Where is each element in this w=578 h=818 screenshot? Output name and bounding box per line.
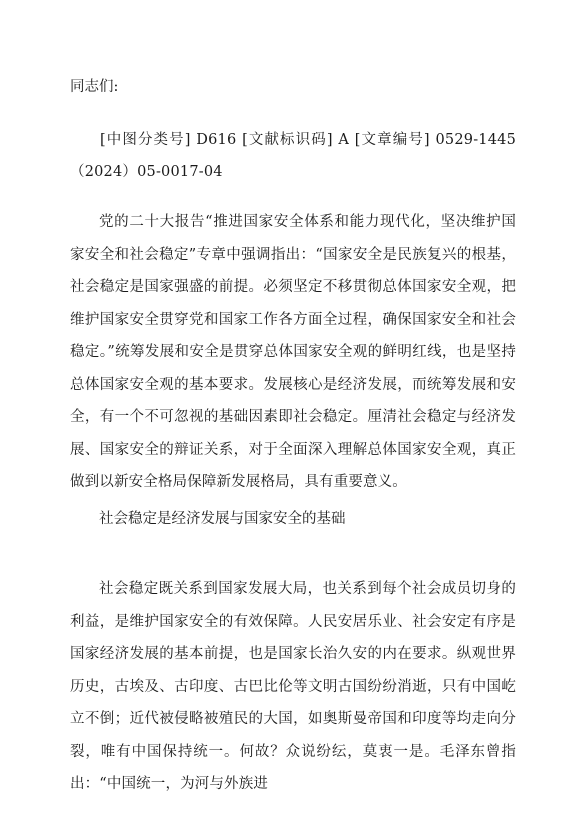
body-paragraph: 社会稳定既关系到国家发展大局，也关系到每个社会成员切身的利益，是维护国家安全的有效保障。人民安居乐业、社会安定有序是国家经济发展的基本前提，也是国家长治久安的内在要求。纵观世界历史，古埃及、古印度、古巴比伦等文明古国纷纷消逝，只有中国屹立不倒；近代被侵略被殖民的大国，如奥斯曼帝国和印度等均走向分裂，唯有中国保持统一。何故？众说纷纭，莫衷一是。毛泽东曾指出：“中国统一，为河与外族进 [70, 581, 516, 792]
greeting: 同志们: [70, 79, 119, 95]
section-heading: 社会稳定是经济发展与国家安全的基础 [99, 511, 346, 527]
body-paragraph: 党的二十大报告“推进国家安全体系和能力现代化，坚决维护国家安全和社会稳定”专章中强调指出：“国家安全是民族复兴的根基，社会稳定是国家强盛的前提。必须坚定不移贯彻总体国家安全观，把维护国家安全贯穿党和国家工作各方面全过程，确保国家安全和社会稳定。”统筹发展和安全是贯穿总体国家安全观的鲜明红线，也是坚持总体国家安全观的基本要求。发展核心是经济发展，而统筹发展和安全，有一个不可忽视的基础因素即社会稳定。厘清社会稳定与经济发展、国家安全的辩证关系，对于全面深入理解总体国家安全观，真正做到以新安全格局保障新发展格局，具有重要意义。 [70, 214, 516, 490]
classification-metadata: [中图分类号] D616 [文献标识码] A [文章编号] 0529-1445（2024）05-0017-04 [70, 132, 516, 180]
